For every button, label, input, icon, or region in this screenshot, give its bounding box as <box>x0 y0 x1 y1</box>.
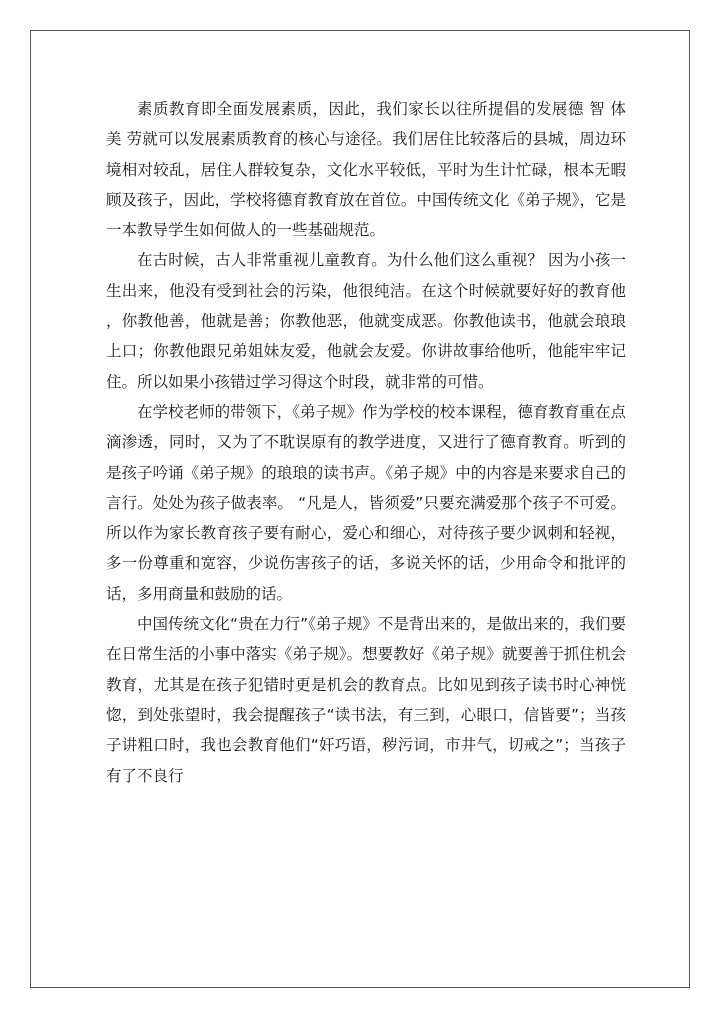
paragraph-2: 在古时候，古人非常重视儿童教育。为什么他们这么重视？ 因为小孩一生出来，他没有受到社会的污染，他很纯洁。在这个时候就要好好的教育他，你教他善，他就是善；你教他恶，他就变成恶。你教他读书，他就会琅琅上口；你教他跟兄弟姐妹友爱，他就会友爱。你讲故事给他听，他能牢牢记住。所以如果小孩错过学习得这个时段，就非常的可惜。 <box>106 251 626 391</box>
paragraph-3: 在学校老师的带领下，《弟子规》作为学校的校本课程，德育教育重在点滴渗透，同时，又为了不耽误原有的教学进度，又进行了德育教育。听到的是孩子吟诵《弟子规》的琅琅的读书声。《弟子规》中的内容是来要求自己的言行。处处为孩子做表率。 “凡是人，皆须爱”只要充满爱那个孩子不可爱。所以作为家长教育孩子要有耐心，爱心和细心，对待孩子要少讽刺和轻视，多一份尊重和宽容，少说伤害孩子的话，多说关怀的话，少用命令和批评的话，多用商量和鼓励的话。 <box>106 402 626 603</box>
paragraph-1: 素质教育即全面发展素质，因此，我们家长以往所提倡的发展德 智 体 美 劳就可以发展素质教育的核心与途径。我们居住比较落后的县城，周边环境相对较乱，居住人群较复杂，文化水平较低，平时为生计忙碌，根本无暇顾及孩子，因此，学校将德育教育放在首位。中国传统文化《弟子规》，它是一本教导学生如何做人的一些基础规范。 <box>106 100 626 240</box>
document-body <box>106 94 626 791</box>
paragraph-4: 中国传统文化“贵在力行”《弟子规》不是背出来的，是做出来的，我们要在日常生活的小事中落实《弟子规》。想要教好《弟子规》就要善于抓住机会教育，尤其是在孩子犯错时更是机会的教育点。比如见到孩子读书时心神恍惚，到处张望时，我会提醒孩子“读书法，有三到，心眼口，信皆要”；当孩子讲粗口时，我也会教育他们“奸巧语，秽污词，市井气，切戒之”；当孩子有了不良行 <box>106 615 626 785</box>
